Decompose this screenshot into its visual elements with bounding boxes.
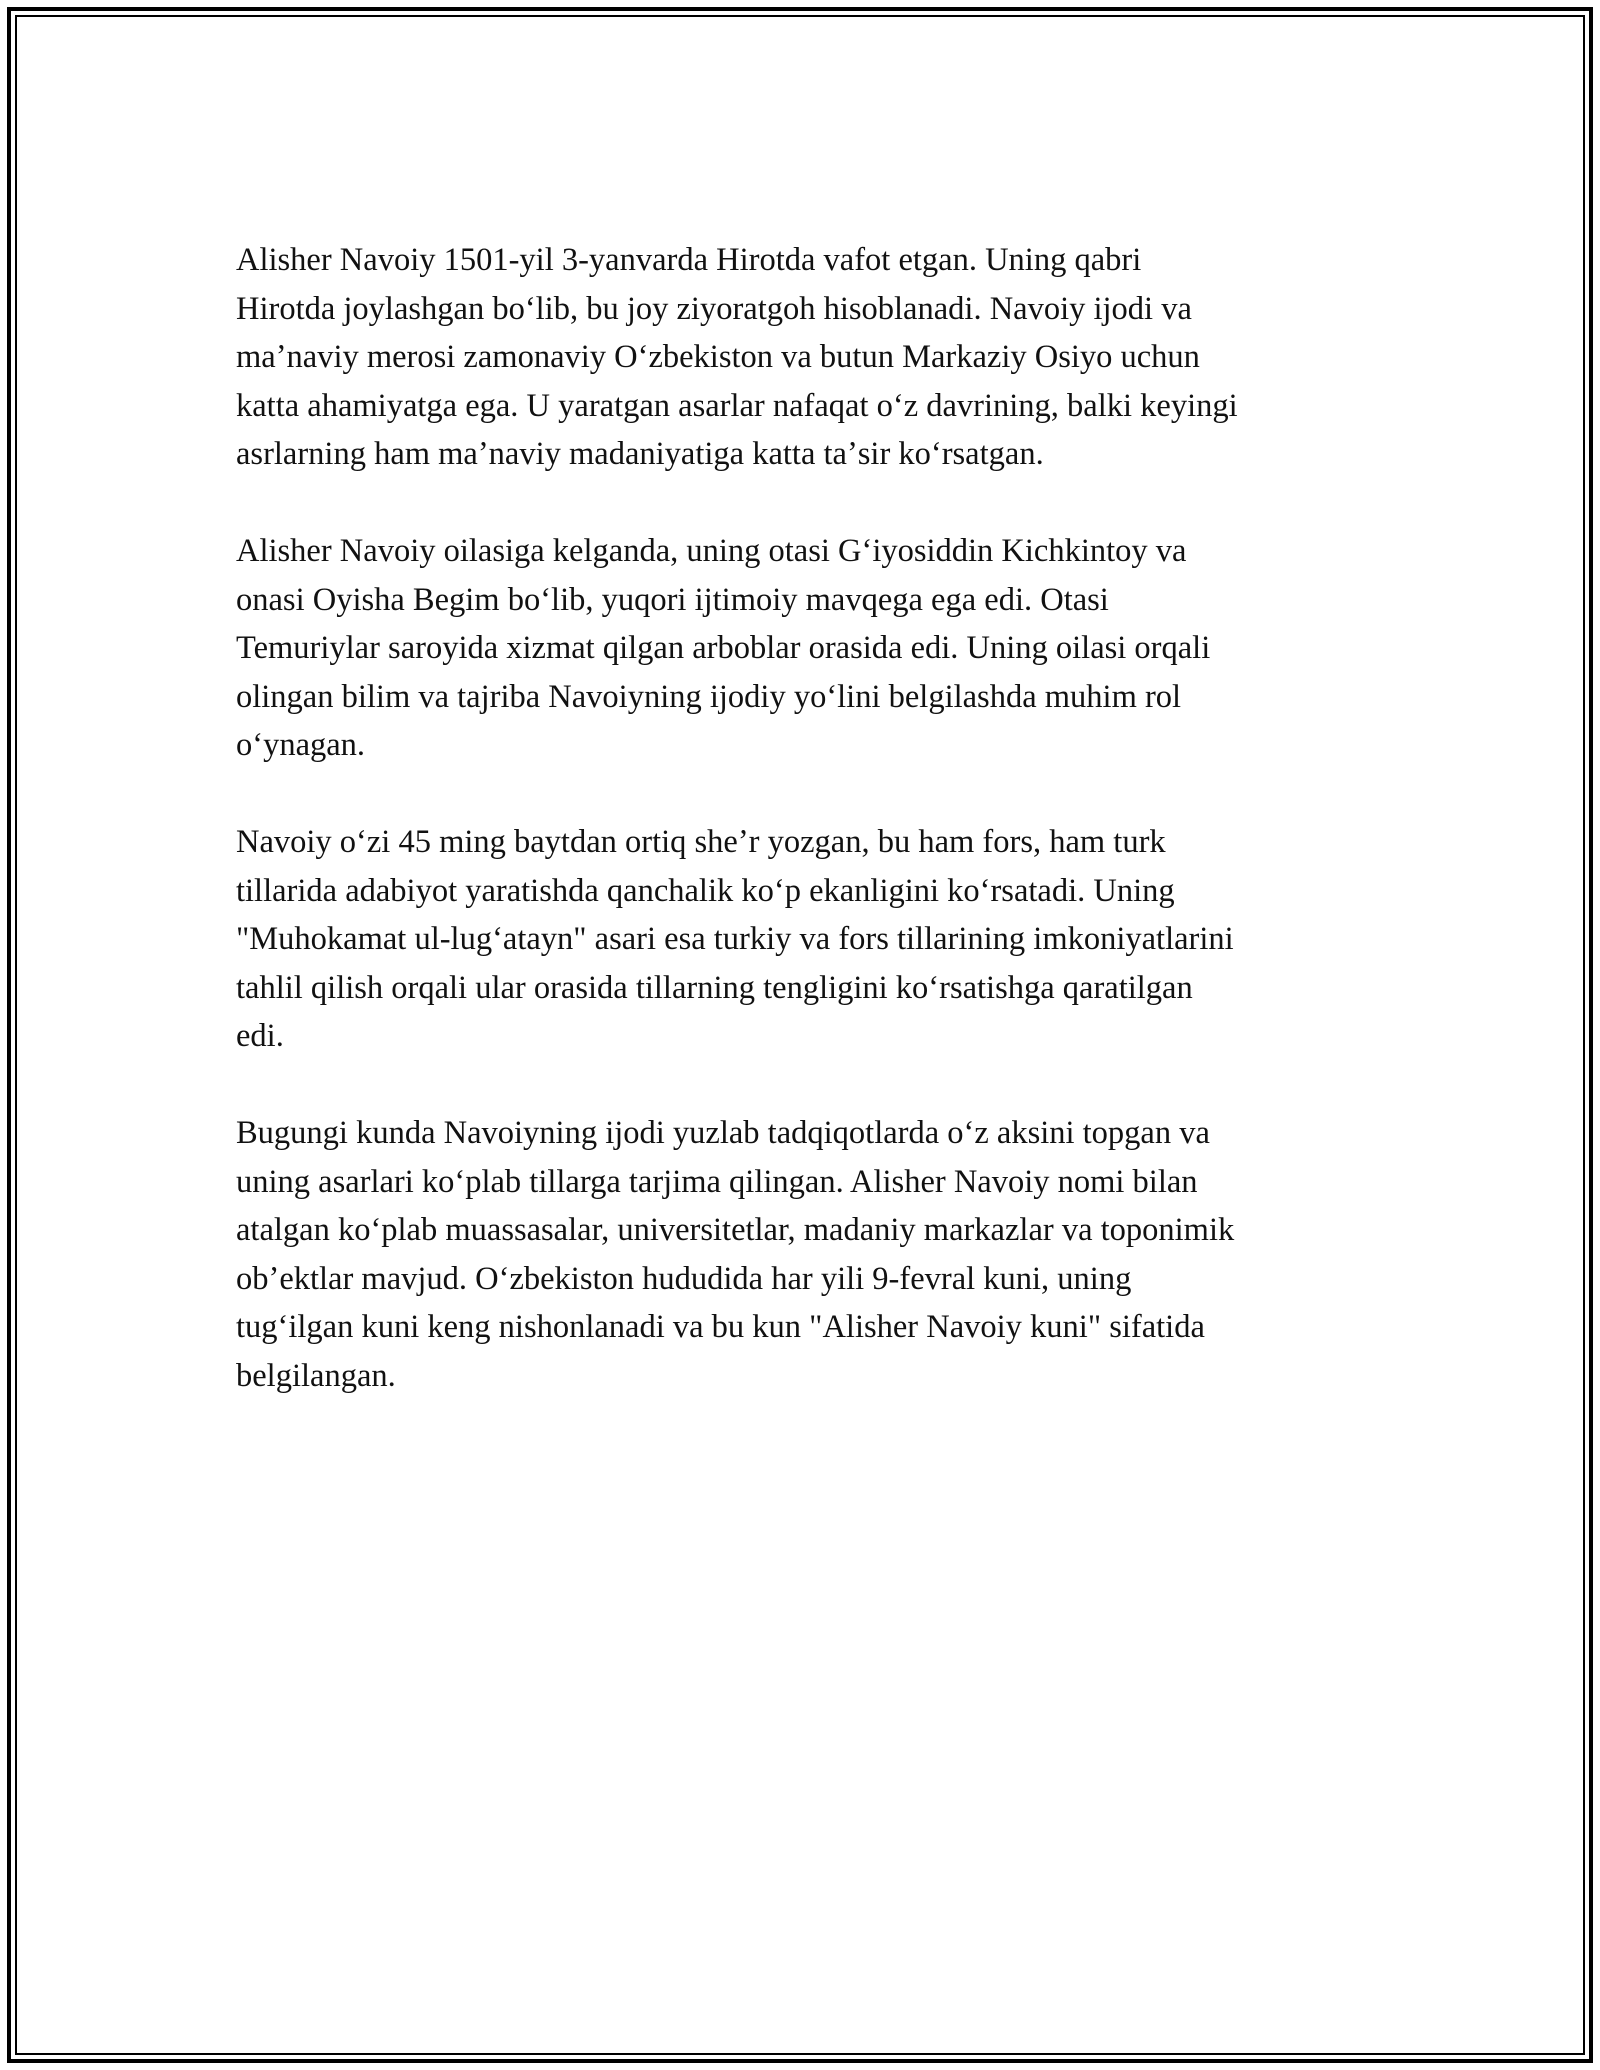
paragraph-3: Navoiy oʻzi 45 ming baytdan ortiq sheʼr yozgan, bu ham fors, ham turk tillarida adabiyot yaratishda qanchalik koʻp ekanligini koʻrsatadi. Uning "Muhokamat ul-lugʻatayn" asari esa turkiy va fors tillarining imkoniyatlarini tahlil qilish orqali ular orasida tillarning tengligini koʻrsatishga qaratilgan edi. [236, 824, 1234, 1054]
paragraph-4: Bugungi kunda Navoiyning ijodi yuzlab tadqiqotlarda oʻz aksini topgan va uning asarlari koʻplab tillarga tarjima qilingan. Alisher Navoiy nomi bilan atalgan koʻplab muassasalar, universitetlar, madaniy markazlar va toponimik obʼektlar mavjud. Oʻzbekiston hududida har yili 9-fevral kuni, uning tugʻilgan kuni keng nishonlanadi va bu kun "Alisher Navoiy kuni" sifatida belgilangan. [236, 1115, 1235, 1394]
paragraph-1: Alisher Navoiy 1501-yil 3-yanvarda Hirotda vafot etgan. Uning qabri Hirotda joylashgan boʻlib, bu joy ziyoratgoh hisoblanadi. Navoiy ijodi va maʼnaviy merosi zamonaviy Oʻzbekiston va butun Markaziy Osiyo uchun katta ahamiyatga ega. U yaratgan asarlar nafaqat oʻz davrining, balki keyingi asrlarning ham maʼnaviy madaniyatiga katta taʼsir koʻrsatgan. [236, 242, 1238, 472]
paragraph-2: Alisher Navoiy oilasiga kelganda, uning otasi Gʻiyosiddin Kichkintoy va onasi Oyisha Begim boʻlib, yuqori ijtimoiy mavqega ega edi. Otasi Temuriylar saroyida xizmat qilgan arboblar orasida edi. Uning oilasi orqali olingan bilim va tajriba Navoiyning ijodiy yoʻlini belgilashda muhim rol oʻynagan. [236, 533, 1211, 763]
document-body [236, 236, 1366, 1449]
